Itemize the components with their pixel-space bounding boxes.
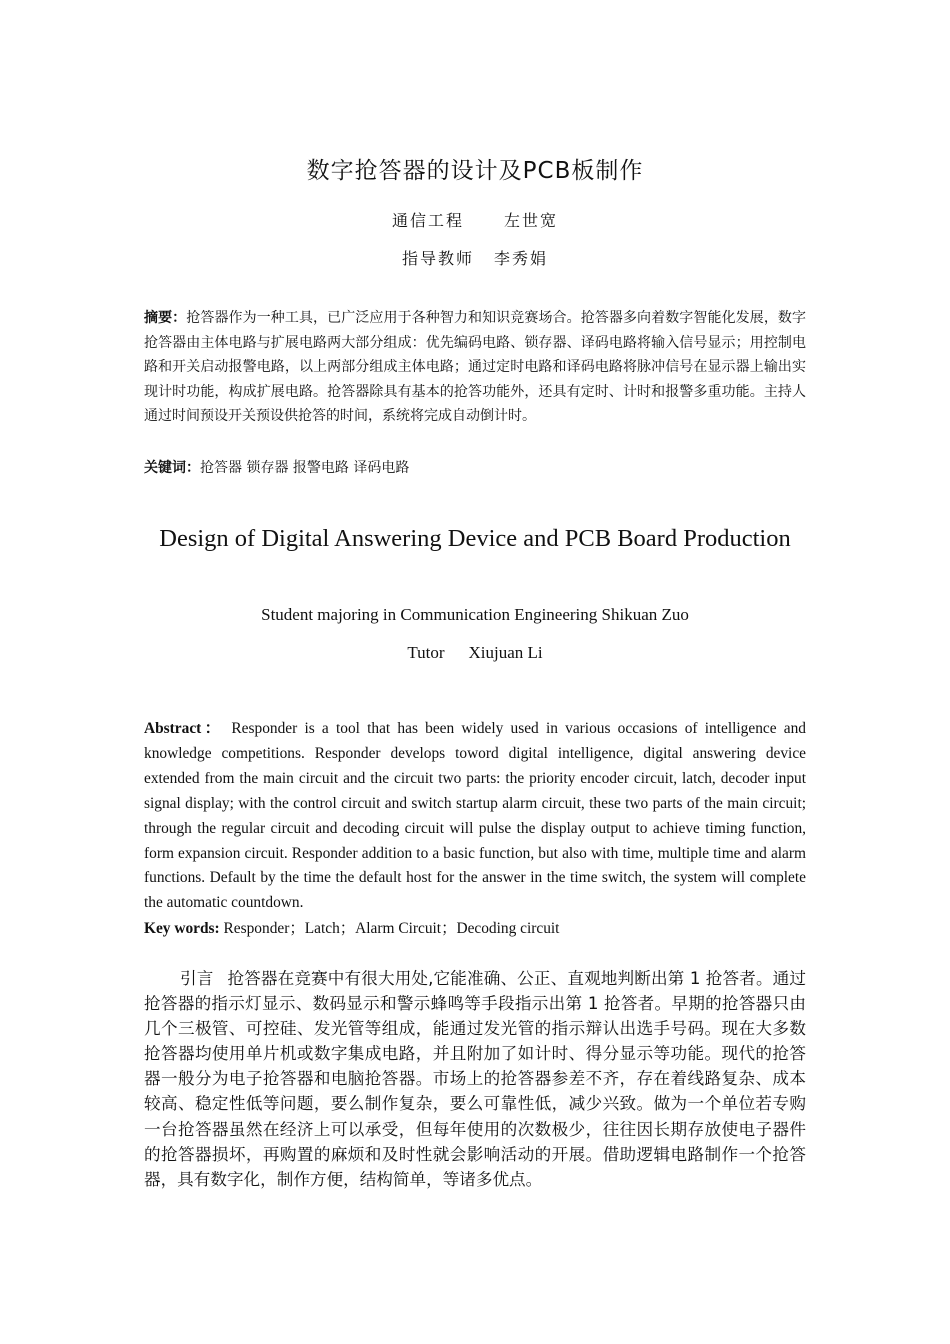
introduction-label: 引言 xyxy=(180,969,214,988)
english-tutor-label: Tutor xyxy=(407,643,445,662)
chinese-abstract xyxy=(144,306,806,429)
english-abstract xyxy=(144,717,806,916)
english-tutor-line xyxy=(0,643,950,663)
english-keywords-label: Key words: xyxy=(144,920,220,937)
introduction-text: 抢答器在竞赛中有很大用处,它能准确、公正、直观地判断出第 1 抢答者。通过抢答器的指示灯显示、数码显示和警示蜂鸣等手段指示出第 1 抢答者。早期的抢答器只由几个三极管、可控硅、发光管等组成，能通过发光管的指示辩认出选手号码。现在大多数抢答器均使用单片机或数字集成电路，并且附加了如计时、得分显示等功能。现代的抢答器一般分为电子抢答器和电脑抢答器。市场上的抢答器参差不齐，存在着线路复杂、成本较高、稳定性低等问题，要么制作复杂，要么可靠性低，减少兴致。做为一个单位若专购一台抢答器虽然在经济上可以承受，但每年使用的次数极少，往往因长期存放使电子器件的抢答器损坏，再购置的麻烦和及时性就会影响活动的开展。借助逻辑电路制作一个抢答器，具有数字化，制作方便，结构简单，等诸多优点。 xyxy=(144,969,806,1189)
english-title: Design of Digital Answering Device and PCB Board Production xyxy=(159,525,791,552)
chinese-title: 数字抢答器的设计及PCB板制作 xyxy=(306,158,644,184)
chinese-tutor-line xyxy=(0,246,950,269)
chinese-abstract-text: 抢答器作为一种工具，已广泛应用于各种智力和知识竞赛场合。抢答器多向着数字智能化发展，数字抢答器由主体电路与扩展电路两大部分组成：优先编码电路、锁存器、译码电路将输入信号显示；用控制电路和开关启动报警电路，以上两部分组成主体电路；通过定时电路和译码电路将脉冲信号在显示器上输出实现计时功能，构成扩展电路。抢答器除具有基本的抢答功能外，还具有定时、计时和报警多重功能。主持人通过时间预设开关预设供抢答的时间，系统将完成自动倒计时。 xyxy=(144,310,807,424)
english-keywords-text: Responder；Latch；Alarm Circuit；Decoding circuit xyxy=(219,920,560,937)
english-abstract-label: Abstract： xyxy=(144,720,224,737)
chinese-tutor: 李秀娟 xyxy=(494,249,549,268)
chinese-major: 通信工程 xyxy=(391,211,464,230)
introduction-paragraph xyxy=(144,966,806,1192)
chinese-keywords xyxy=(144,456,806,480)
chinese-tutor-label: 指导教师 xyxy=(401,249,474,268)
chinese-author-line xyxy=(0,208,950,231)
chinese-keywords-label: 关键词： xyxy=(144,460,200,476)
chinese-keywords-text: 抢答器 锁存器 报警电路 译码电路 xyxy=(200,460,410,476)
chinese-author: 左世宽 xyxy=(504,211,559,230)
english-tutor: Xiujuan Li xyxy=(468,643,543,662)
english-keywords xyxy=(144,917,806,941)
english-abstract-text: Responder is a tool that has been widely used in various occasions of intelligence and knowledge competitions. Responder develops toword digital intelligence, digital answering device extended from the main circuit and the circuit two parts: the priority encoder circuit, latch, decoder input signal display; with the control circuit and switch startup alarm circuit, these two parts of the main circuit; through the regular circuit and decoding circuit will pulse the display output to achieve timing function, form expansion circuit. Responder addition to a basic function, but also with time, multiple time and alarm functions. Default by the time the default host for the answer in the time switch, the system will complete the automatic countdown. xyxy=(144,720,806,912)
chinese-abstract-label: 摘要： xyxy=(144,310,187,326)
english-student-line: Student majoring in Communication Engineering Shikuan Zuo xyxy=(261,605,689,624)
